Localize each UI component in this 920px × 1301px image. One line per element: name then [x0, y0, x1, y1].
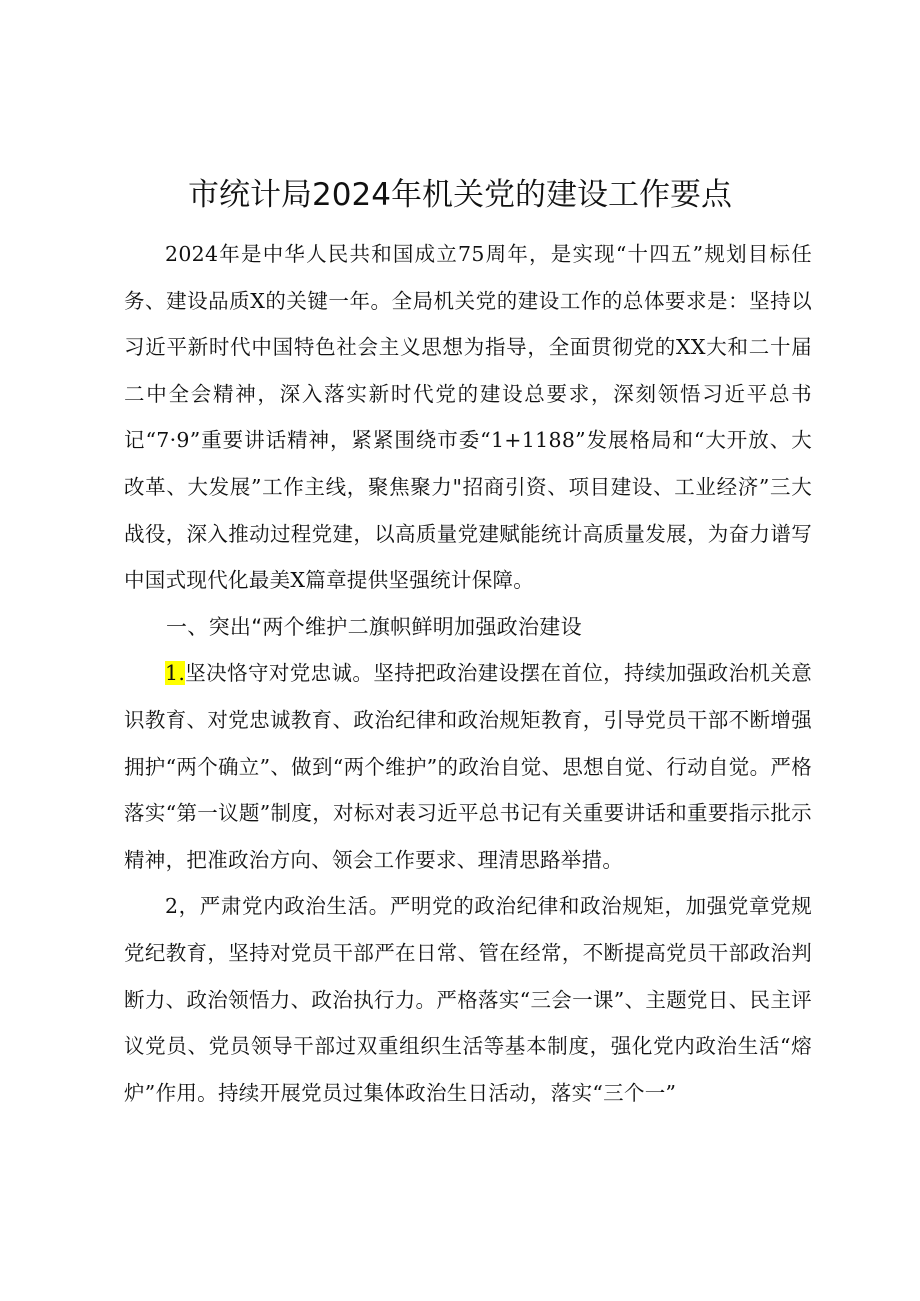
item-1-number-highlight: 1. [165, 661, 186, 686]
intro-paragraph: 2024年是中华人民共和国成立75周年，是实现“十四五”规划目标任务、建设品质X的关键一年。全局机关党的建设工作的总体要求是：坚持以习近平新时代中国特色社会主义思想为指导，全面贯彻党的XX大和二十届二中全会精神，深入落实新时代党的建设总要求，深刻领悟习近平总书记“7·9”重要讲话精神，紧紧围绕市委“1+1188”发展格局和“大开放、大改革、大发展”工作主线，聚焦聚力"招商引资、项目建设、工业经济”三大战役，深入推动过程党建，以高质量党建赋能统计高质量发展，为奋力谱写中国式现代化最美X篇章提供坚强统计保障。 [124, 242, 812, 593]
section-heading: 一、突出“两个维护二旗帜鲜明加强政治建设 [166, 614, 582, 639]
document-body [124, 231, 812, 1116]
item-1-paragraph [124, 650, 812, 883]
document-title: 市统计局2024年机关党的建设工作要点 [188, 177, 732, 213]
item-2-paragraph: 2，严肃党内政治生活。严明党的政治纪律和政治规矩，加强党章党规党纪教育，坚持对党员干部严在日常、管在经常，不断提高党员干部政治判断力、政治领悟力、政治执行力。严格落实“三会一课”、主题党日、民主评议党员、党员领导干部过双重组织生活等基本制度，强化党内政治生活“熔炉”作用。持续开展党员过集体政治生日活动，落实“三个一” [124, 894, 812, 1105]
item-1-text: 坚决恪守对党忠诚。坚持把政治建设摆在首位，持续加强政治机关意识教育、对党忠诚教育、政治纪律和政治规矩教育，引导党员干部不断增强拥护“两个确立”、做到“两个维护”的政治自觉、思想自觉、行动自觉。严格落实“第一议题”制度，对标对表习近平总书记有关重要讲话和重要指示批示精神，把准政治方向、领会工作要求、理清思路举措。 [124, 661, 812, 872]
